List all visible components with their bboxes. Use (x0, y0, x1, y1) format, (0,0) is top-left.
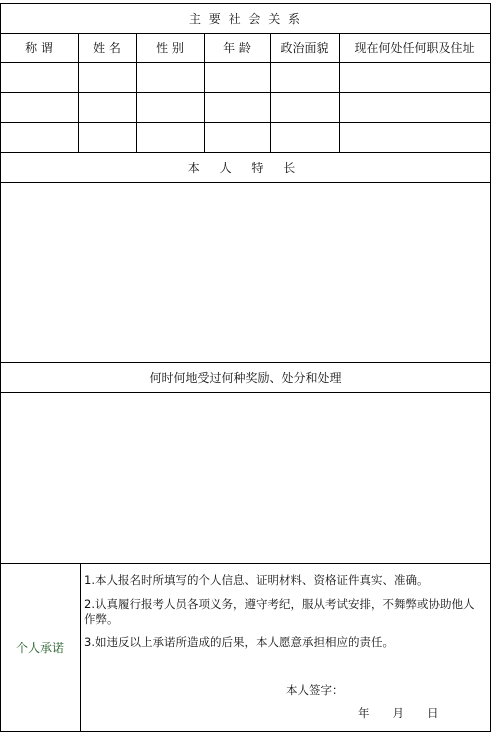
commitment-sep (80, 563, 81, 732)
relation-row-2[interactable] (1, 93, 490, 122)
commitment-label: 个人承诺 (15, 641, 64, 655)
column-header-age: 年 龄 (223, 41, 251, 55)
column-header-gender: 性 别 (156, 41, 184, 55)
column-header-position-address: 现在何处任何职及住址 (354, 41, 475, 55)
rule-bottom (0, 731, 491, 732)
relation-row-3[interactable] (1, 123, 490, 152)
commitment-item-1: 1.本人报名时所填写的个人信息、证明材料、资格证件真实、准确。 (84, 573, 429, 587)
specialty-title: 本 人 特 长 (187, 160, 304, 175)
column-header-title: 称 谓 (25, 41, 53, 55)
date-label: 年 月 日 (358, 706, 439, 720)
relations-title: 主 要 社 会 关 系 (188, 11, 303, 26)
relation-row-1[interactable] (1, 63, 490, 92)
column-header-political-status: 政治面貌 (280, 41, 329, 55)
signature-label: 本人签字： (286, 683, 344, 697)
awards-field[interactable] (1, 393, 490, 563)
column-header-name: 姓 名 (93, 41, 121, 55)
commitment-item-3: 3.如违反以上承诺所造成的后果，本人愿意承担相应的责任。 (84, 635, 394, 649)
awards-title: 何时何地受过何种奖励、处分和处理 (149, 370, 342, 385)
signature-field[interactable] (350, 681, 480, 699)
specialty-field[interactable] (1, 183, 490, 362)
registration-form-page (0, 3, 491, 732)
commitment-item-2: 2.认真履行报考人员各项义务，遵守考纪，服从考试安排，不舞弊或协助他人作弊。 (84, 597, 475, 626)
